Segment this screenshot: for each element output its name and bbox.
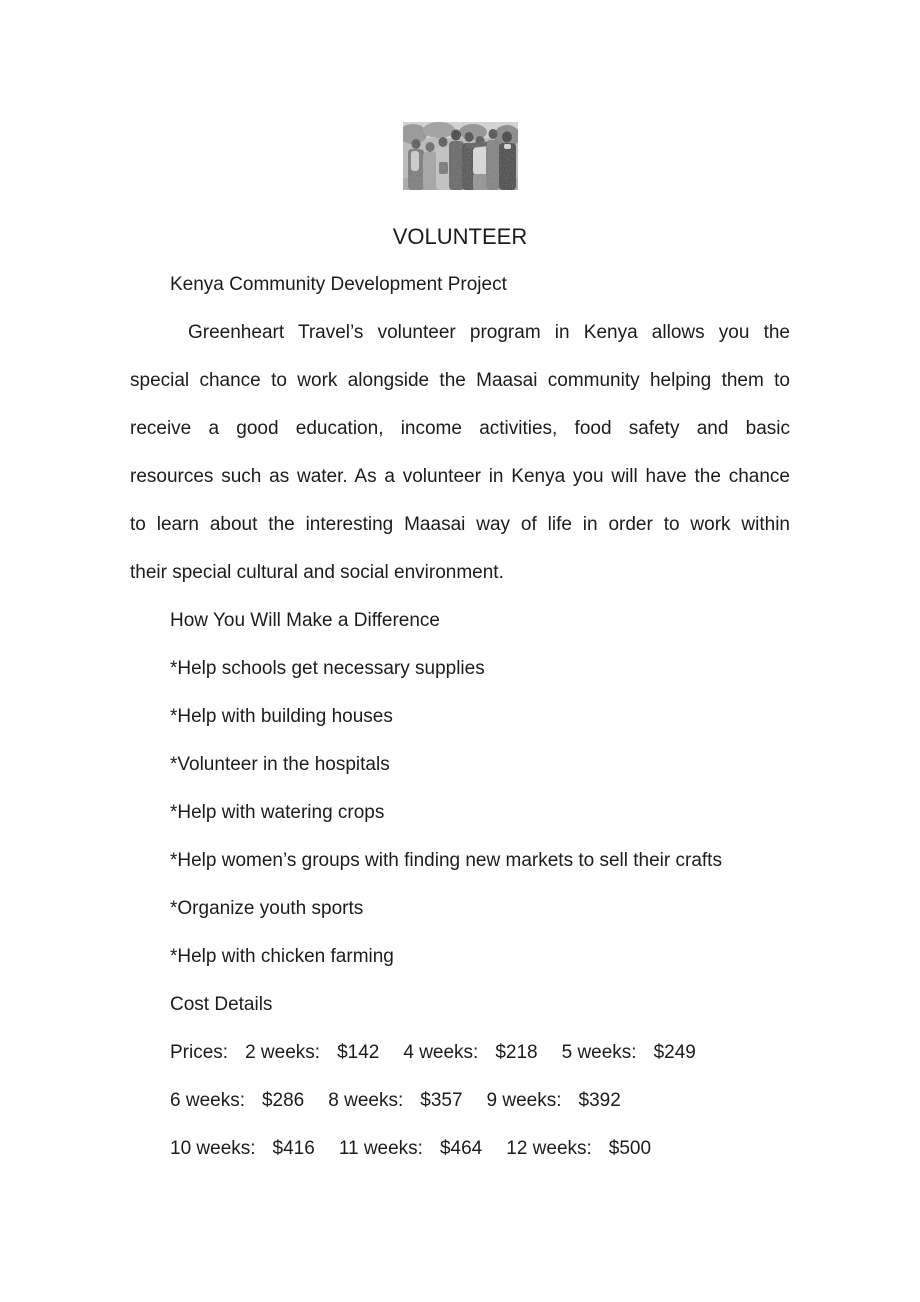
price-value: $500 [608,1138,652,1159]
bullet-item: *Organize youth sports [170,898,364,919]
bullet-item: *Volunteer in the hospitals [170,754,390,775]
bullet-item: *Help with chicken farming [170,946,394,967]
paragraph-line: special chance to work alongside the Maasai community helping them to [130,370,790,391]
price-entry [170,1138,315,1159]
bullet-item: *Help women’s groups with finding new markets to sell their crafts [170,850,722,871]
price-entry [339,1138,482,1159]
price-value: $392 [578,1090,621,1111]
price-duration: 6 weeks: [170,1090,245,1111]
bullet-item: *Help with watering crops [170,802,385,823]
price-value: $218 [495,1042,538,1063]
price-duration: 2 weeks: [245,1042,321,1063]
price-entry [562,1042,696,1063]
volunteer-group-photo-image [403,122,518,190]
price-value: $286 [261,1090,305,1111]
price-row [130,1125,790,1173]
price-entry [170,1090,304,1111]
bullet-item: *Help schools get necessary supplies [170,658,485,679]
price-entry [403,1042,537,1063]
price-row [130,1029,790,1077]
price-value: $416 [272,1138,315,1159]
document-title: VOLUNTEER [392,224,528,249]
price-entry [328,1090,462,1111]
difference-heading: How You Will Make a Difference [170,610,440,631]
project-subtitle: Kenya Community Development Project [170,274,507,295]
price-row [130,1077,790,1125]
paragraph-line: receive a good education, income activities, food safety and basic [130,418,790,439]
price-duration: 9 weeks: [486,1090,562,1111]
price-duration: 4 weeks: [403,1042,479,1063]
paragraph-line: their special cultural and social environment. [130,562,504,583]
price-entry [487,1090,621,1111]
paragraph-line: to learn about the interesting Maasai way of life in order to work within [130,514,790,535]
paragraph-line: resources such as water. As a volunteer in Kenya you will have the chance [130,466,790,487]
prices-label: Prices: [170,1042,229,1063]
price-entry [245,1042,379,1063]
price-value: $357 [420,1090,463,1111]
price-duration: 8 weeks: [328,1090,404,1111]
price-value: $249 [653,1042,696,1063]
price-entry [506,1138,651,1159]
price-duration: 11 weeks: [338,1138,423,1159]
price-duration: 12 weeks: [506,1138,592,1159]
cost-details-heading: Cost Details [170,994,273,1015]
price-value: $464 [439,1138,483,1159]
intro-paragraph [130,309,790,597]
price-duration: 5 weeks: [561,1042,637,1063]
price-value: $142 [337,1042,380,1063]
difference-list [130,645,790,981]
price-duration: 10 weeks: [170,1138,256,1159]
bullet-item: *Help with building houses [170,706,393,727]
paragraph-line: Greenheart Travel’s volunteer program in Kenya allows you the [188,322,790,343]
document-page [130,122,790,1173]
